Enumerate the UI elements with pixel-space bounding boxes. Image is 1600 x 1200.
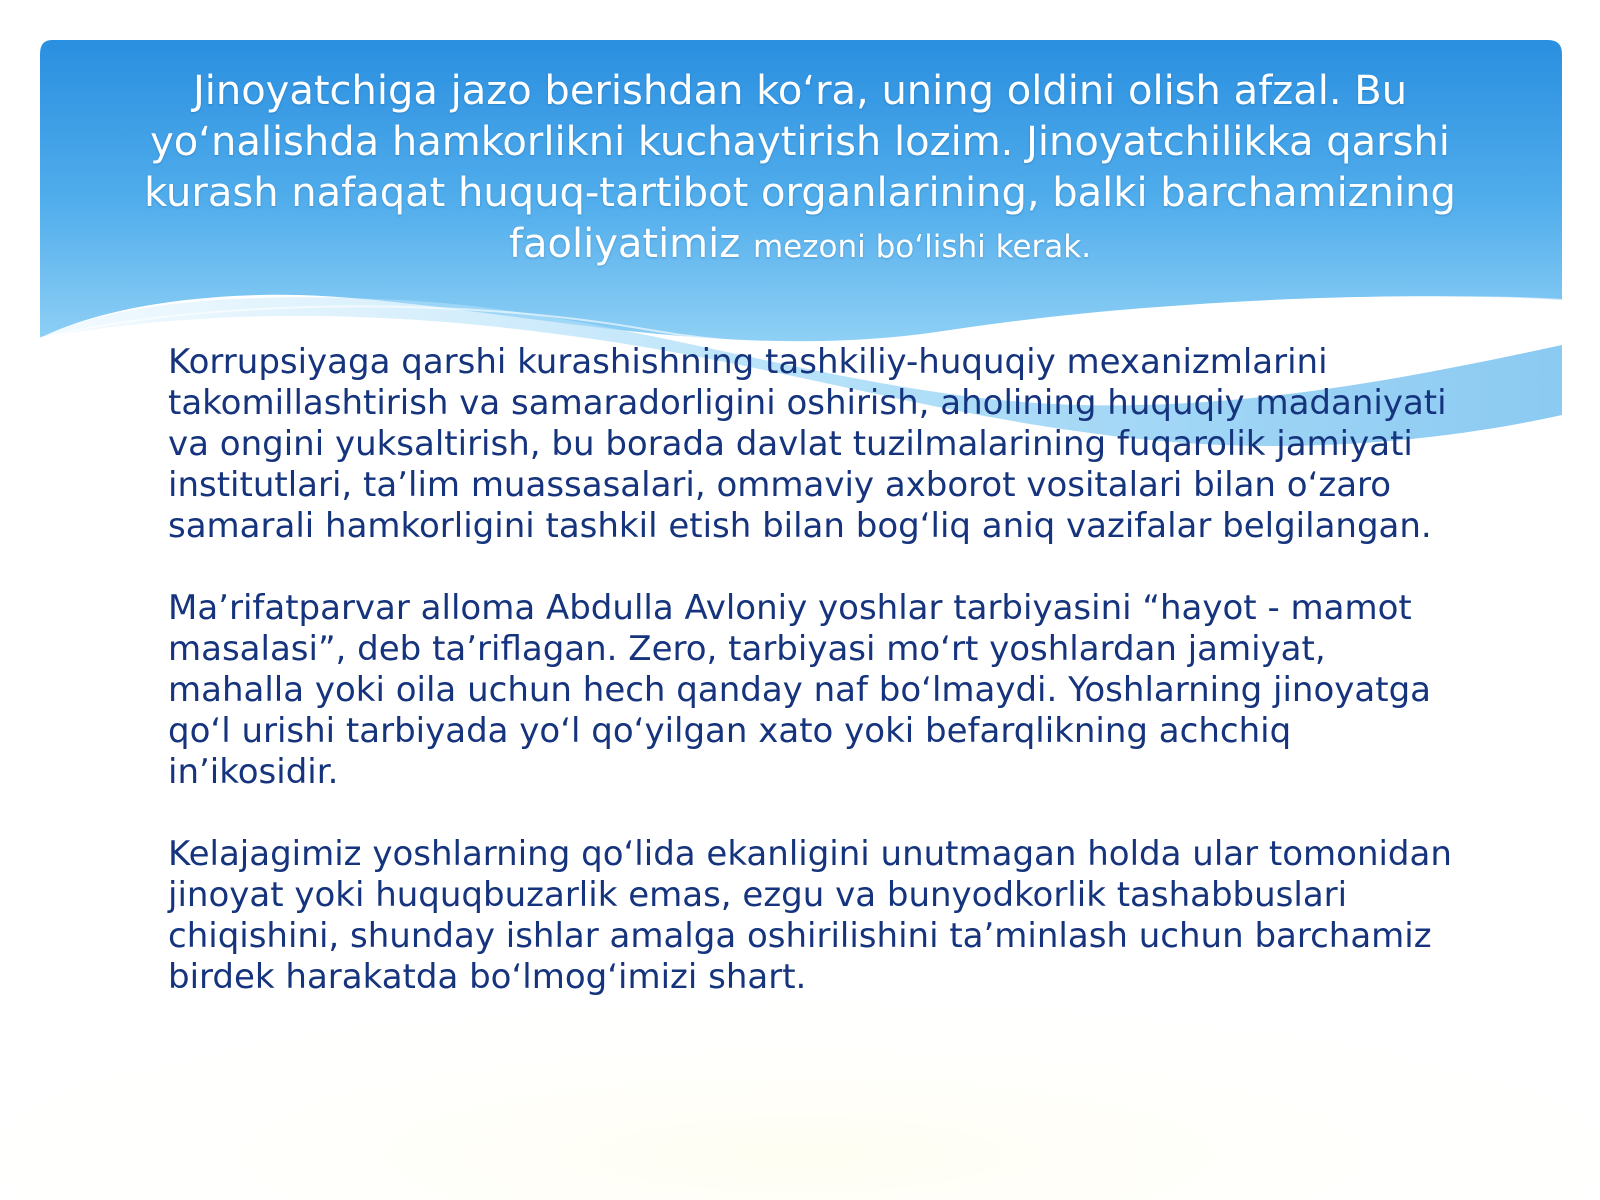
slide-body <box>168 342 1458 1039</box>
paragraph-3: Kelajagimiz yoshlarning qo‘lida ekanligini unutmagan holda ular tomonidan jinoyat yoki huquqbuzarlik emas, ezgu va bunyodkorlik tashabbuslari chiqishini, shunday ishlar amalga oshirilishini ta’minlash uchun barchamiz birdek harakatda bo‘lmog‘imizi shart. <box>168 834 1452 997</box>
slide-title-main: Jinoyatchiga jazo berishdan ko‘ra, uning oldini olish afzal. Bu yo‘nalishda hamkorlikni kuchaytirish lozim. Jinoyatchilikka qarshi kurash nafaqat huquq-tartibot organlarining, balki barchamizning faoliyatimiz <box>144 68 1456 267</box>
slide-title <box>130 66 1470 273</box>
paragraph-1: Korrupsiyaga qarshi kurashishning tashkiliy-huquqiy mexanizmlarini takomillashtirish va samaradorligini oshirish, aholining huquqiy madaniyati va ongini yuksaltirish, bu borada davlat tuzilmalarining fuqarolik jamiyati institutlari, ta’lim muassasalari, ommaviy axborot vositalari bilan o‘zaro samarali hamkorligini tashkil etish bilan bog‘liq aniq vazifalar belgilangan. <box>168 342 1447 546</box>
paragraph-2: Ma’rifatparvar alloma Abdulla Avloniy yoshlar tarbiyasini “hayot - mamot masalasi”, deb ta’riflagan. Zero, tarbiyasi mo‘rt yoshlardan jamiyat, mahalla yoki oila uchun hech qanday naf bo‘lmaydi. Yoshlarning jinoyatga qo‘l urishi tarbiyada yo‘l qo‘yilgan xato yoki befarqlikning achchiq in’ikosidir. <box>168 588 1431 792</box>
slide-title-tail: mezoni bo‘lishi kerak. <box>752 229 1092 265</box>
